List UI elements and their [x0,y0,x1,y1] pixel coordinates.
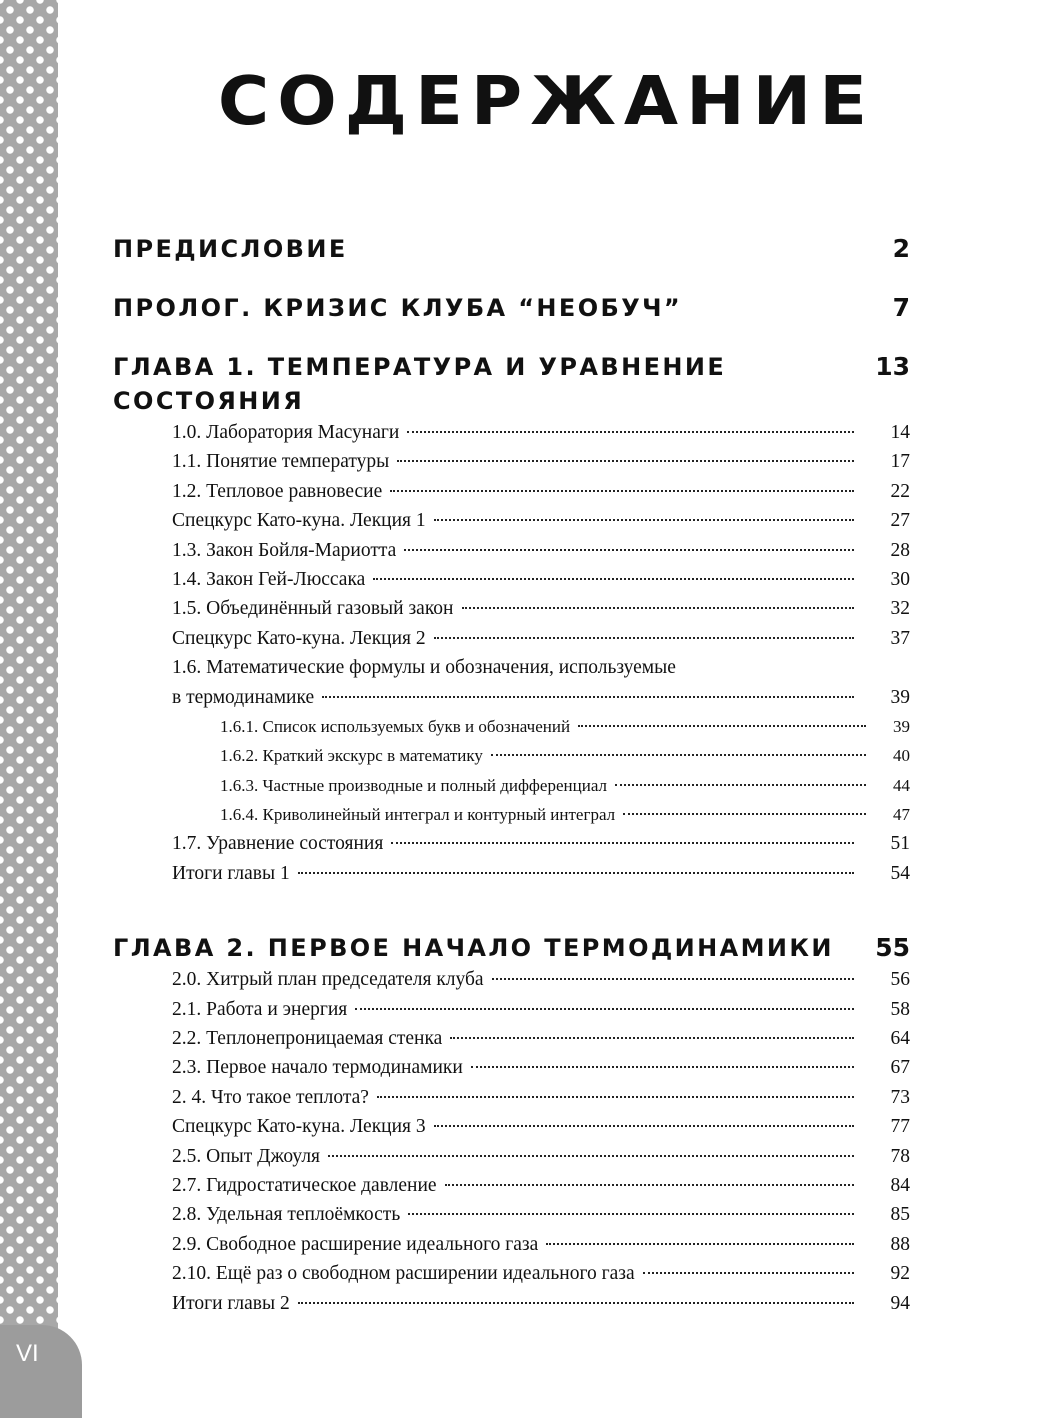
entry-title: 1.2. Тепловое равновесие [172,480,383,502]
toc-entry[interactable] [172,1083,910,1112]
dot-leader [397,460,854,462]
entry-page: 32 [890,598,910,620]
chapter-1-entries [172,418,910,888]
entry-title: 1.6.4. Криволинейный интеграл и контурный интеграл [220,805,616,825]
dot-leader [445,1184,854,1186]
entry-title: 2.1. Работа и энергия [172,998,348,1020]
toc-entry[interactable] [172,1142,910,1171]
table-of-contents [113,232,910,1318]
entry-title: 2.0. Хитрый план председателя клуба [172,969,484,991]
toc-subentry[interactable] [220,741,910,770]
entry-title: Спецкурс Като-куна. Лекция 3 [172,1116,426,1138]
entry-title: Спецкурс Като-куна. Лекция 2 [172,627,426,649]
toc-entry[interactable] [172,1289,910,1318]
entry-title: Итоги главы 1 [172,862,290,884]
toc-heading-chapter-2[interactable] [113,931,910,965]
toc-entry[interactable] [172,1112,910,1141]
entry-page: 58 [890,998,910,1020]
entry-page: 47 [893,805,910,825]
entry-page: 28 [890,539,910,561]
toc-entry[interactable] [172,1200,910,1229]
page-number: VI [16,1340,39,1367]
toc-heading-preface[interactable] [113,232,910,266]
toc-entry[interactable] [172,995,910,1024]
heading-page: 7 [892,293,910,322]
dot-leader [298,872,854,874]
heading-page: 2 [892,234,910,263]
toc-entry[interactable] [172,683,910,712]
entry-title: 2.2. Теплонепроницаемая стенка [172,1028,443,1050]
dot-leader [471,1066,854,1068]
entry-title: 1.0. Лаборатория Масунаги [172,422,400,443]
entry-title: 2.9. Свободное расширение идеального газа [172,1233,539,1255]
toc-entry-first-line[interactable] [172,653,910,682]
dot-leader [623,813,866,815]
dot-leader [404,549,854,551]
dot-leader [434,637,854,639]
heading-page: 13 [875,352,910,381]
page-title: СОДЕРЖАНИЕ [217,62,876,140]
entry-title: 1.6.1. Список используемых букв и обозначений [220,716,571,736]
entry-page: 37 [890,627,910,649]
entry-title: 1.5. Объединённый газовый закон [172,598,454,620]
dot-leader [408,1213,854,1215]
dot-leader [434,519,854,521]
entry-page: 56 [890,969,910,991]
entry-page: 44 [893,775,910,795]
entry-page: 51 [890,833,910,855]
toc-subentry[interactable] [220,712,910,741]
entry-title: 2. 4. Что такое теплота? [172,1086,369,1108]
entry-page: 14 [890,422,910,443]
dot-leader [373,578,854,580]
toc-entry[interactable] [172,1259,910,1288]
toc-entry[interactable] [172,418,910,447]
dot-leader [491,754,866,756]
dot-leader [355,1008,854,1010]
toc-heading-prologue[interactable] [113,291,910,325]
entry-title: 1.6.2. Краткий экскурс в математику [220,746,483,766]
entry-page: 92 [890,1263,910,1285]
toc-entry[interactable] [172,1230,910,1259]
entry-page: 39 [893,716,910,736]
toc-entry[interactable] [172,624,910,653]
toc-entry[interactable] [172,565,910,594]
toc-entry[interactable] [172,594,910,623]
dot-leader [377,1096,854,1098]
toc-entry[interactable] [172,965,910,994]
entry-title: 1.6. Математические формулы и обозначения, используемые [172,657,676,679]
dot-leader [298,1302,854,1304]
dot-leader [391,842,854,844]
heading-title: ПРОЛОГ. КРИЗИС КЛУБА “НЕОБУЧ” [113,294,683,322]
dotted-sidebar [0,0,58,1418]
entry-page: 30 [890,568,910,590]
entry-page: 64 [890,1028,910,1050]
chapter-2-entries [172,965,910,1318]
entry-title: 2.5. Опыт Джоуля [172,1145,321,1167]
heading-title: ПРЕДИСЛОВИЕ [113,235,348,263]
entry-title: в термодинамике [172,686,315,708]
entry-title: 2.7. Гидростатическое давление [172,1174,437,1196]
toc-entry[interactable] [172,447,910,476]
dot-leader [492,978,854,980]
entry-page: 77 [890,1116,910,1138]
page-number-tab [0,1325,82,1418]
toc-entry[interactable] [172,859,910,888]
heading-page: 55 [875,933,910,963]
entry-title: 1.6.3. Частные производные и полный дифференциал [220,775,607,795]
entry-title: 1.3. Закон Бойля-Мариотта [172,539,397,561]
entry-page: 27 [890,510,910,532]
toc-heading-chapter-1[interactable] [113,350,910,418]
entry-page: 88 [890,1233,910,1255]
dot-leader [462,607,855,609]
entry-title: 1.7. Уравнение состояния [172,833,384,855]
toc-entry[interactable] [172,477,910,506]
dot-leader [407,431,854,433]
dot-leader [546,1243,854,1245]
entry-title: Спецкурс Като-куна. Лекция 1 [172,510,426,532]
dot-leader [328,1155,854,1157]
heading-title: ГЛАВА 2. ПЕРВОЕ НАЧАЛО ТЕРМОДИНАМИКИ [113,934,834,963]
dot-leader [450,1037,854,1039]
dot-leader [643,1272,854,1274]
toc-entry[interactable] [172,506,910,535]
entry-page: 17 [890,451,910,473]
entry-page: 40 [893,746,910,766]
entry-title: 1.4. Закон Гей-Люссака [172,568,366,590]
entry-page: 78 [890,1145,910,1167]
toc-entry[interactable] [172,829,910,858]
heading-title: ГЛАВА 1. ТЕМПЕРАТУРА И УРАВНЕНИЕ СОСТОЯНИЯ [113,353,727,415]
entry-title: 1.1. Понятие температуры [172,451,390,473]
entry-page: 73 [890,1086,910,1108]
toc-entry[interactable] [172,536,910,565]
dot-leader [615,784,866,786]
entry-title: 2.8. Удельная теплоёмкость [172,1204,401,1226]
toc-entry[interactable] [172,1024,910,1053]
dot-leader [322,696,854,698]
entry-page: 39 [890,686,910,708]
toc-entry[interactable] [172,1053,910,1082]
entry-title: 2.3. Первое начало термодинамики [172,1057,463,1079]
entry-page: 94 [890,1292,910,1314]
dot-leader [390,490,854,492]
entry-title: Итоги главы 2 [172,1292,290,1314]
dot-leader [578,725,866,727]
toc-subentry[interactable] [220,800,910,829]
entry-page: 85 [890,1204,910,1226]
toc-subentry[interactable] [220,771,910,800]
toc-entry[interactable] [172,1171,910,1200]
entry-page: 67 [890,1057,910,1079]
entry-page: 54 [890,862,910,884]
entry-title: 2.10. Ещё раз о свободном расширении идеального газа [172,1263,635,1285]
dot-leader [434,1125,854,1127]
entry-page: 22 [890,480,910,502]
entry-page: 84 [890,1174,910,1196]
